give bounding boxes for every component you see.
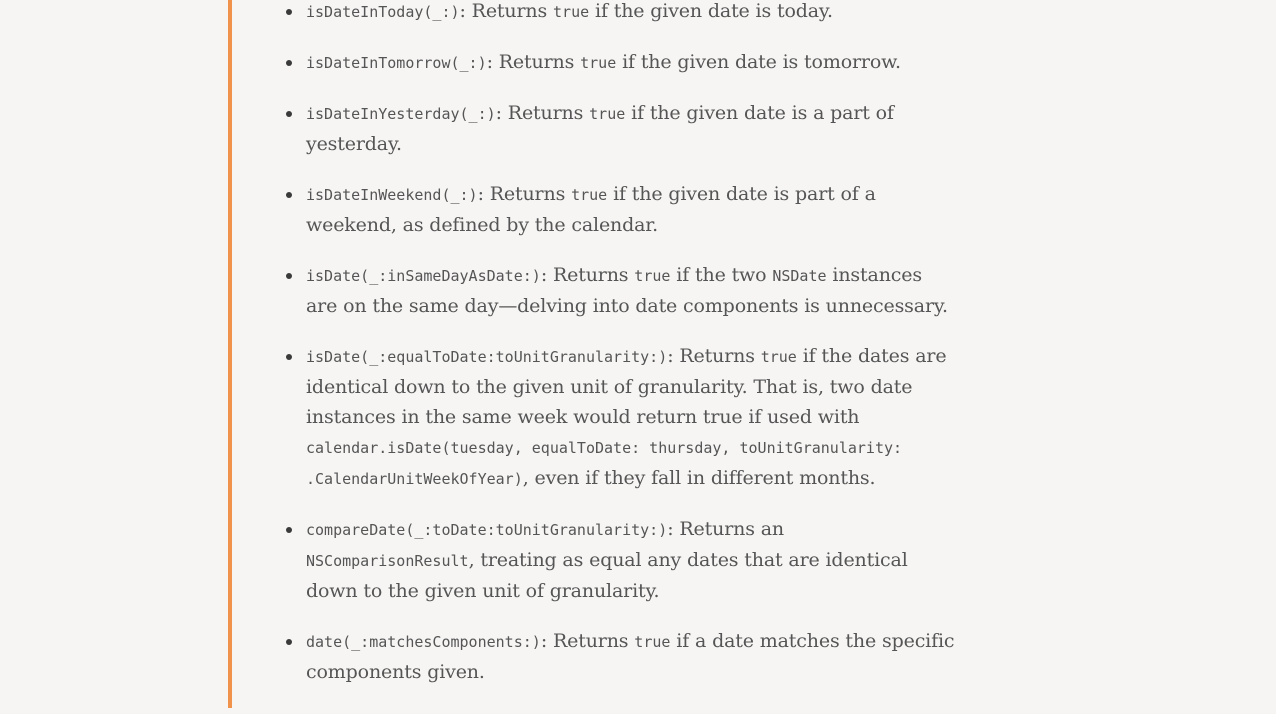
- text-span: if the given date is part of a weekend, as defined by the calendar.: [306, 183, 876, 236]
- text-span: : Returns: [495, 102, 590, 124]
- text-span: instances are on the same day—delving into date components is unnecessary.: [306, 264, 948, 317]
- list-item: [306, 341, 956, 494]
- list-item: [306, 514, 956, 606]
- text-span: , even if they fall in different months.: [522, 467, 876, 489]
- text-span: if the two: [670, 264, 773, 286]
- code-span: true: [634, 267, 671, 285]
- text-span: : Returns an: [667, 518, 784, 540]
- code-span: isDateInWeekend(_:): [306, 186, 478, 204]
- code-span: compareDate(_:toDate:toUnitGranularity:): [306, 521, 668, 539]
- list-item: [306, 47, 956, 78]
- text-span: if the given date is a part of yesterday.: [306, 102, 894, 155]
- text-span: : Returns: [667, 345, 761, 367]
- code-span: true: [553, 3, 590, 21]
- text-span: : Returns: [459, 0, 554, 22]
- blockquote-accent-bar: [228, 0, 232, 708]
- text-span: : Returns: [540, 264, 635, 286]
- text-span: if a date matches the specific components given.: [306, 630, 955, 683]
- text-span: if the given date is today.: [589, 0, 833, 22]
- code-span: NSDate: [772, 267, 827, 285]
- text-span: : Returns: [540, 630, 635, 652]
- code-span: isDateInYesterday(_:): [306, 105, 496, 123]
- list-item: [306, 98, 956, 159]
- text-span: if the dates are identical down to the given unit of granularity. That is, two date instances in the same week would return true if used with: [306, 345, 947, 428]
- code-span: true: [760, 348, 797, 366]
- list-item: [306, 626, 956, 687]
- list-item: [306, 260, 956, 321]
- list-item: [306, 179, 956, 240]
- code-span: isDateInTomorrow(_:): [306, 54, 487, 72]
- code-span: true: [589, 105, 626, 123]
- text-span: if the given date is tomorrow.: [616, 51, 901, 73]
- text-span: : Returns: [477, 183, 572, 205]
- code-span: calendar.isDate(tuesday, equalToDate: thursday, toUnitGranularity: .CalendarUnitWeekOfYear): [306, 439, 903, 488]
- code-span: isDate(_:equalToDate:toUnitGranularity:): [306, 348, 668, 366]
- code-span: true: [571, 186, 608, 204]
- code-span: isDateInToday(_:): [306, 3, 460, 21]
- text-span: : Returns: [486, 51, 581, 73]
- code-span: date(_:matchesComponents:): [306, 633, 541, 651]
- code-span: NSComparisonResult: [306, 552, 469, 570]
- code-span: true: [580, 54, 617, 72]
- code-span: true: [634, 633, 671, 651]
- api-method-list: [306, 0, 956, 707]
- text-span: , treating as equal any dates that are identical down to the given unit of granularity.: [306, 549, 908, 602]
- code-span: isDate(_:inSameDayAsDate:): [306, 267, 541, 285]
- list-item: [306, 0, 956, 27]
